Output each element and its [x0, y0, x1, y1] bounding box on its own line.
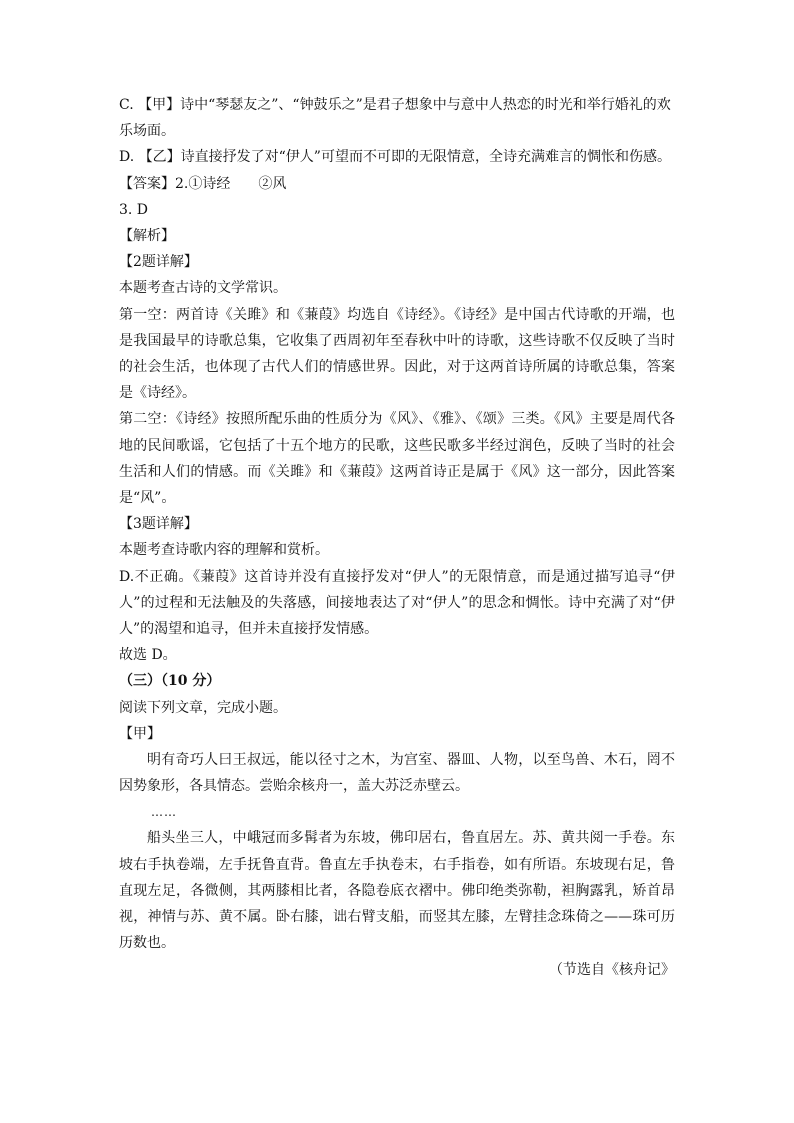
- ellipsis: ……: [151, 805, 177, 820]
- q3-body: D.不正确。《蒹葭》这首诗并没有直接抒发对“伊人”的无限情意，而是通过描写追寻“伊人”的过程和无法触及的失落感，间接地表达了对“伊人”的思念和惆怅。诗中充满了对“伊人”的渴望和追寻，但并未直接抒发情感。: [119, 568, 675, 638]
- document-page: [119, 92, 675, 983]
- answer-3: 3. D: [119, 201, 149, 218]
- section-heading: （三）（10 分）: [119, 673, 221, 690]
- q2-detail-label: 【2题详解】: [119, 254, 198, 271]
- option-c-line1: C. 【甲】诗中“琴瑟友之”、“钟鼓乐之”是君子想象中与意中人热恋的时光和举行婚礼的欢: [119, 97, 671, 113]
- q3-conclusion: 故选 D。: [119, 647, 177, 664]
- jia-label: 【甲】: [119, 725, 161, 742]
- analysis-label: 【解析】: [119, 228, 175, 245]
- option-c-line2: 乐场面。: [119, 123, 175, 140]
- answer-line: [119, 171, 675, 197]
- answer-label: 【答案】: [119, 175, 175, 192]
- q2-blank1: 第一空：两首诗《关雎》和《蒹葭》均选自《诗经》。《诗经》是中国古代诗歌的开端，也是我国最早的诗歌总集，它收集了西周初年至春秋中叶的诗歌，这些诗歌不仅反映了当时的社会生活，也体现了古代人们的情感世界。因此，对于这两首诗所属的诗歌总集，答案是《诗经》。: [119, 306, 675, 402]
- instruction: 阅读下列文章，完成小题。: [119, 699, 287, 716]
- answer-part2: ②风: [258, 175, 287, 192]
- answer-part1: 2.①诗经: [175, 175, 231, 192]
- passage-paragraph-1: 明有奇巧人曰王叔远，能以径寸之木，为宫室、器皿、人物，以至鸟兽、木石，罔不因势象形，各具情态。尝贻余核舟一，盖大苏泛赤壁云。: [119, 752, 675, 795]
- q2-intro: 本题考查古诗的文学常识。: [119, 280, 287, 297]
- q3-detail-label: 【3题详解】: [119, 516, 198, 533]
- q3-intro: 本题考查诗歌内容的理解和赏析。: [119, 542, 329, 559]
- option-d: D. 【乙】诗直接抒发了对“伊人”可望而不可即的无限情意，全诗充满难言的惆怅和伤感。: [119, 149, 671, 166]
- q2-blank2: 第二空：《诗经》按照所配乐曲的性质分为《风》、《雅》、《颂》三类。《风》主要是周代各地的民间歌谣，它包括了十五个地方的民歌，这些民歌多半经过润色，反映了当时的社会生活和人们的情感。而《关雎》和《蒹葭》这两首诗正是属于《风》这一部分，因此答案是“风”。: [119, 411, 675, 507]
- passage-paragraph-2: 船头坐三人，中峨冠而多髯者为东坡，佛印居右，鲁直居左。苏、黄共阅一手卷。东坡右手执卷端，左手抚鲁直背。鲁直左手执卷末，右手指卷，如有所语。东坡现右足，鲁直现左足，各微侧，其两膝相比者，各隐卷底衣褶中。佛印绝类弥勒，袒胸露乳，矫首昂视，神情与苏、黄不属。卧右膝，诎右臂支船，而竖其左膝，左臂挂念珠倚之——珠可历历数也。: [119, 830, 675, 952]
- source-citation: （节选自《核舟记》: [549, 961, 675, 978]
